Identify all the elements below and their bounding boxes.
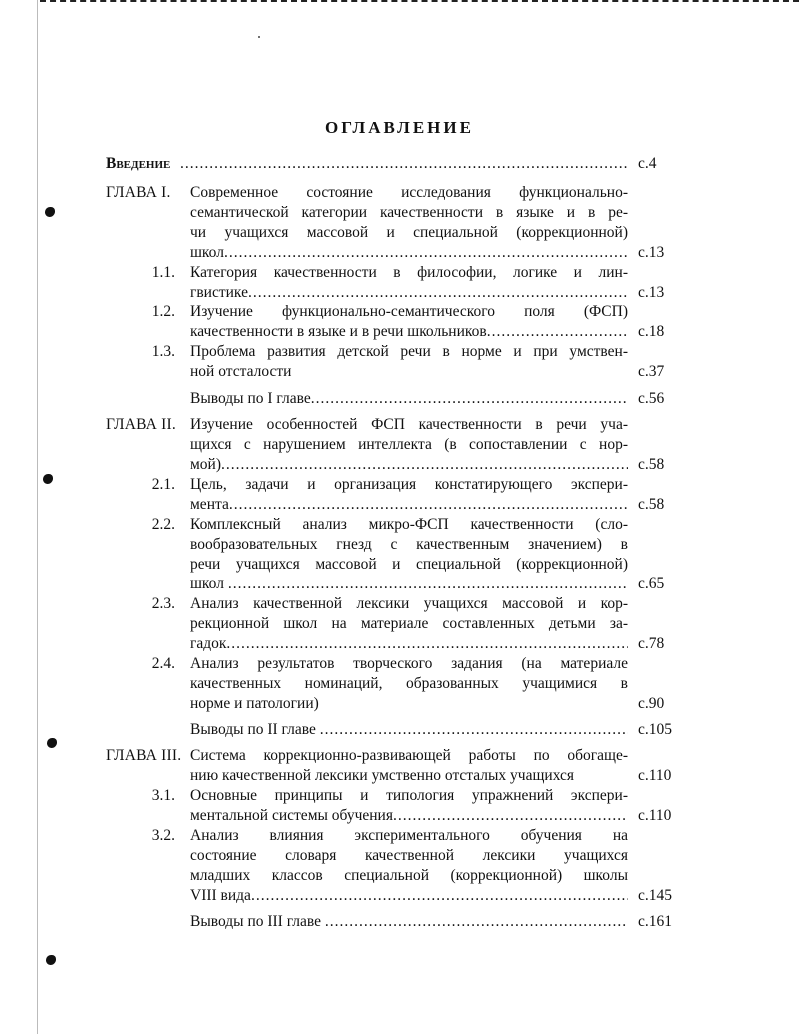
toc-page-number: с.105 — [638, 721, 673, 738]
toc-entry-text: Выводы по I главе — [190, 390, 311, 407]
toc-entry-text: школ — [190, 244, 224, 261]
toc-entry-text: Основные принципы и типология упражнений экспери- — [190, 787, 628, 804]
toc-chapter-label: ГЛАВА II. — [106, 416, 176, 433]
toc-entry-text: речи учащихся массовой и специальной (коррекционной) — [190, 556, 628, 573]
toc-line[interactable] — [0, 342, 799, 362]
toc-entry-text: гвистике — [190, 284, 248, 301]
toc-line[interactable] — [0, 766, 799, 786]
toc-section-number: 2.4. — [151, 655, 175, 672]
toc-page-number: с.90 — [638, 695, 665, 712]
toc-line[interactable] — [0, 515, 799, 535]
toc-entry-text: мента — [190, 496, 229, 513]
toc-line[interactable] — [0, 362, 799, 382]
toc-section-number: 2.3. — [151, 595, 175, 612]
toc-line[interactable] — [0, 475, 799, 495]
toc-entry-text: семантической категории качественности в языке и в ре- — [190, 204, 628, 221]
toc-line[interactable] — [0, 455, 799, 475]
binding-hole-mark — [46, 955, 56, 965]
toc-entry-text: Проблема развития детской речи в норме и при умствен- — [190, 343, 628, 360]
toc-line[interactable] — [0, 574, 799, 594]
toc-line[interactable] — [0, 806, 799, 826]
toc-entry-text: качественности в языке и в речи школьников — [190, 323, 487, 340]
toc-line[interactable] — [0, 389, 799, 409]
toc-entry-text: щихся с нарушением интеллекта (в сопоставлении с нор- — [190, 436, 628, 453]
scan-top-border — [40, 0, 799, 6]
toc-line[interactable] — [0, 322, 799, 342]
toc-entry-leader — [190, 495, 628, 515]
toc-entry-text: нию качественной лексики умственно отсталых учащихся — [190, 767, 575, 784]
toc-line[interactable] — [0, 614, 799, 634]
toc-line[interactable] — [0, 183, 799, 203]
toc-line[interactable] — [0, 415, 799, 435]
toc-entry-text: мой) — [190, 456, 222, 473]
toc-page-number: с.58 — [638, 456, 665, 473]
toc-entry-text: рекционной школ на материале составленных детьми за- — [190, 615, 628, 632]
toc-entry-leader — [190, 322, 628, 342]
toc-page-number: с.56 — [638, 390, 665, 407]
toc-page-number: с.145 — [638, 887, 673, 904]
toc-line[interactable] — [0, 634, 799, 654]
toc-entry-text: VIII вида — [190, 887, 251, 904]
toc-line[interactable] — [0, 912, 799, 932]
toc-entry-text: гадок — [190, 635, 227, 652]
toc-page-number: с.18 — [638, 323, 665, 340]
toc-line[interactable] — [0, 594, 799, 614]
toc-section-number: 1.1. — [151, 264, 175, 281]
toc-line[interactable] — [0, 302, 799, 322]
toc-entry-leader — [190, 634, 628, 654]
toc-page-number: с.58 — [638, 496, 665, 513]
toc-entry-leader — [190, 574, 628, 594]
toc-line[interactable] — [0, 654, 799, 674]
toc-page-number: с.78 — [638, 635, 665, 652]
toc-intro-line[interactable] — [0, 154, 799, 174]
toc-entry-leader — [190, 243, 628, 263]
toc-line[interactable] — [0, 786, 799, 806]
toc-entry-text: ной отсталости — [190, 363, 292, 380]
toc-entry-leader — [190, 886, 628, 906]
toc-line[interactable] — [0, 674, 799, 694]
toc-line[interactable] — [0, 746, 799, 766]
toc-line[interactable] — [0, 535, 799, 555]
toc-entry-text: качественных номинаций, образованных учащимися в — [190, 675, 628, 692]
toc-line[interactable] — [0, 283, 799, 303]
toc-section-number: 2.2. — [151, 516, 175, 533]
toc-entry-leader — [190, 720, 628, 740]
toc-page-number: с.110 — [638, 807, 672, 824]
toc-entry-text: школ — [190, 575, 228, 592]
toc-intro-leader — [180, 154, 628, 174]
toc-line[interactable] — [0, 846, 799, 866]
toc-page-number: с.37 — [638, 363, 665, 380]
toc-entry-text: чи учащихся массовой и специальной (коррекционной) — [190, 224, 628, 241]
toc-entry-text: Анализ качественной лексики учащихся массовой и кор- — [190, 595, 628, 612]
scan-speck — [258, 36, 260, 38]
toc-page-number: с.110 — [638, 767, 672, 784]
toc-section-number: 2.1. — [151, 476, 175, 493]
toc-chapter-label: ГЛАВА I. — [106, 184, 171, 201]
toc-entry-text: Выводы по II главе — [190, 721, 320, 738]
toc-entry-text: Система коррекционно-развивающей работы по обогаще- — [190, 747, 628, 764]
toc-line[interactable] — [0, 720, 799, 740]
toc-entry-text: младших классов специальной (коррекционной) школы — [190, 867, 628, 884]
toc-section-number: 3.2. — [151, 827, 175, 844]
toc-line[interactable] — [0, 223, 799, 243]
toc-line[interactable] — [0, 495, 799, 515]
toc-entry-text: Изучение особенностей ФСП качественности в речи уча- — [190, 416, 628, 433]
toc-entry-leader — [190, 806, 628, 826]
toc-entry-text: норме и патологии) — [190, 695, 319, 712]
toc-entry-text: Выводы по III главе — [190, 913, 325, 930]
toc-line[interactable] — [0, 826, 799, 846]
page-title: ОГЛАВЛЕНИЕ — [325, 118, 474, 137]
toc-page-number: с.4 — [638, 155, 657, 172]
toc-section-number: 3.1. — [151, 787, 175, 804]
toc-page-number: с.13 — [638, 244, 665, 261]
toc-line[interactable] — [0, 203, 799, 223]
toc-entry-text: Комплексный анализ микро-ФСП качественности (сло- — [190, 516, 628, 533]
toc-entry-text: Современное состояние исследования функционально- — [190, 184, 628, 201]
toc-entry-text: состояние словаря качественной лексики учащихся — [190, 847, 628, 864]
toc-page-number: с.65 — [638, 575, 665, 592]
toc-entry-leader — [190, 389, 628, 409]
toc-section-number: 1.3. — [151, 343, 175, 360]
toc-entry-leader — [190, 283, 628, 303]
toc-entry-text: вообразовательных гнезд с качественным значением) в — [190, 536, 628, 553]
toc-page-number: с.13 — [638, 284, 665, 301]
toc-entry-text: Категория качественности в философии, логике и лин- — [190, 264, 628, 281]
toc-entry-text: Анализ влияния экспериментального обучения на — [190, 827, 628, 844]
toc-entry-text: Цель, задачи и организация констатирующего экспери- — [190, 476, 628, 493]
toc-page-number: с.161 — [638, 913, 673, 930]
toc-intro-label: Введение — [106, 155, 171, 172]
toc-line[interactable] — [0, 694, 799, 714]
toc-entry-text: Изучение функционально-семантического поля (ФСП) — [190, 303, 628, 320]
toc-entry-leader — [190, 455, 628, 475]
toc-chapter-label: ГЛАВА III. — [106, 747, 182, 764]
toc-line[interactable] — [0, 866, 799, 886]
toc-line[interactable] — [0, 243, 799, 263]
toc-entry-text: Анализ результатов творческого задания (на материале — [190, 655, 628, 672]
toc-entry-text: ментальной системы обучения — [190, 807, 393, 824]
toc-section-number: 1.2. — [151, 303, 175, 320]
toc-line[interactable] — [0, 555, 799, 575]
toc-line[interactable] — [0, 886, 799, 906]
toc-entry-leader — [190, 912, 628, 932]
toc-line[interactable] — [0, 435, 799, 455]
toc-line[interactable] — [0, 263, 799, 283]
